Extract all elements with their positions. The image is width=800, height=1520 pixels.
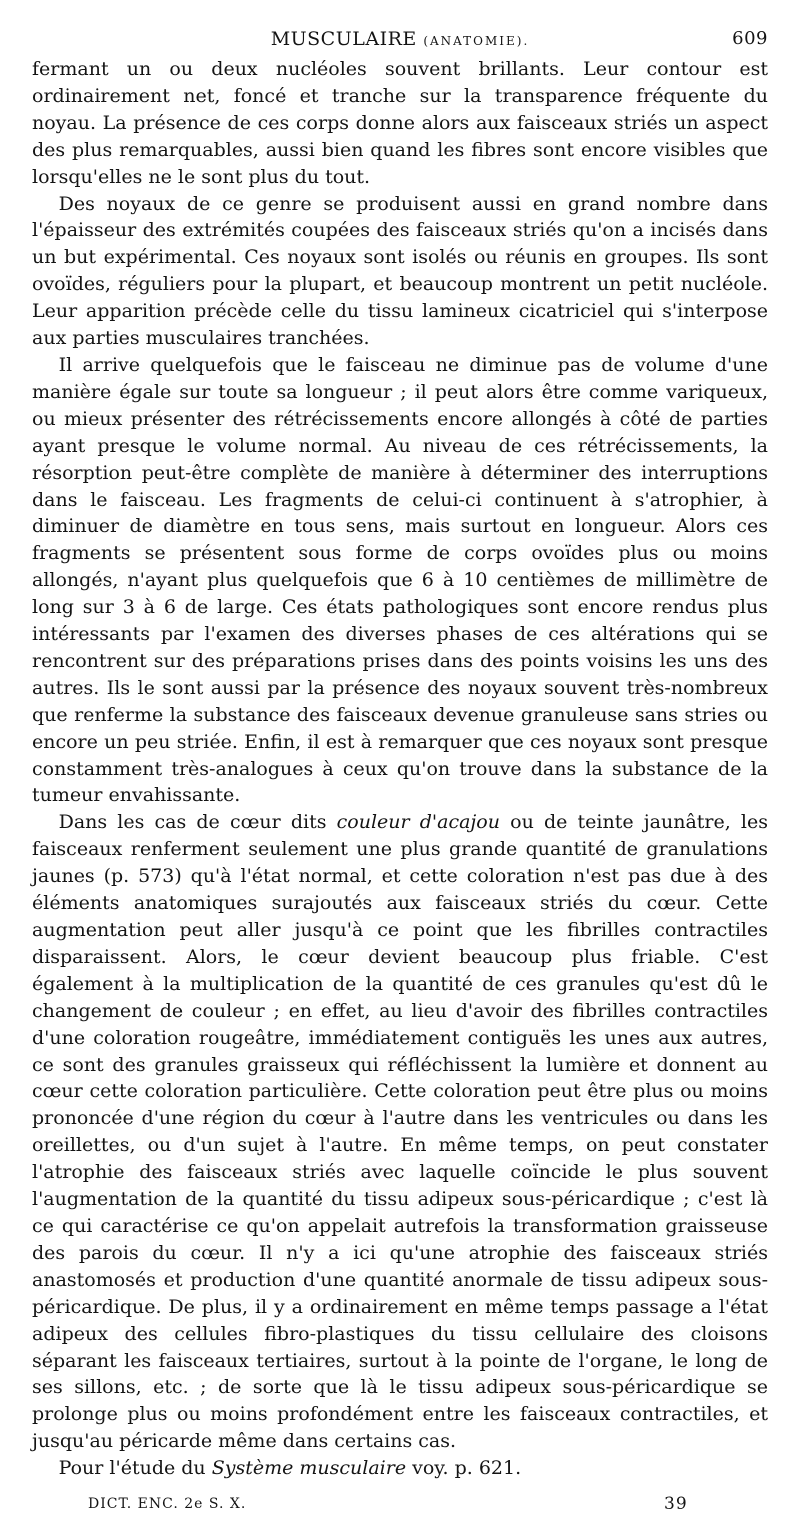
- header-subtitle: (ANATOMIE).: [423, 34, 530, 48]
- italic-term: couleur d'acajou: [336, 811, 500, 834]
- signature-mark: DICT. ENC. 2e S. X.: [88, 1496, 247, 1513]
- paragraph-text: voy. p. 621.: [406, 1457, 522, 1480]
- header-title: [271, 28, 530, 50]
- paragraph-4: [32, 809, 768, 1455]
- paragraph-5: [32, 1455, 768, 1482]
- document-page: [32, 28, 768, 1520]
- page-number: 609: [732, 28, 768, 49]
- italic-term: Système musculaire: [211, 1457, 407, 1480]
- paragraph-3: [32, 352, 768, 809]
- body-text: [32, 56, 768, 1482]
- page-footer: [32, 1496, 768, 1520]
- header-title-text: MUSCULAIRE: [270, 28, 417, 50]
- sheet-number: 39: [664, 1494, 688, 1515]
- paragraph-text: Il arrive quelquefois que le faisceau ne diminue pas de volume d'une manière égale sur toute sa longueur ; il peut alors être comme variqueux, ou mieux présenter des rétrécissements encore allongés à côté de parties ayant presque le volume normal. Au niveau de ces rétrécissements, la résorption peut-être complète de manière à déterminer des interruptions dans le faisceau. Les fragments de celui-ci continuent à s'atrophier, à diminuer de diamètre en tous sens, mais surtout en longueur. Alors ces fragments se présentent sous forme de corps ovoïdes plus ou moins allongés, n'ayant plus quelquefois que 6 à 10 centièmes de millimètre de long sur 3 à 6 de large. Ces états pathologiques sont encore rendus plus intéressants par l'examen des diverses phases de ces altérations qui se rencontrent sur des préparations prises dans des points voisins les uns des autres. Ils le sont aussi par la présence des noyaux souvent très-nombreux que renferme la substance des faisceaux devenue granuleuse sans stries ou encore un peu striée. Enfin, il est à remarquer que ces noyaux sont presque constamment très-analogues à ceux qu'on trouve dans la substance de la tumeur envahissante.: [32, 353, 768, 807]
- paragraph-text: Pour l'étude du: [58, 1457, 212, 1480]
- paragraph-2: [32, 191, 768, 352]
- paragraph-text: Des noyaux de ce genre se produisent aussi en grand nombre dans l'épaisseur des extrémités coupées des faisceaux striés qu'on a incisés dans un but expérimental. Ces noyaux sont isolés ou réunis en groupes. Ils sont ovoïdes, réguliers pour la plupart, et beaucoup montrent un petit nucléole. Leur apparition précède celle du tissu lamineux cicatriciel qui s'interpose aux parties musculaires tranchées.: [32, 192, 768, 350]
- paragraph-1: [32, 56, 768, 191]
- paragraph-text: Dans les cas de cœur dits: [58, 811, 337, 834]
- paragraph-text: fermant un ou deux nucléoles souvent brillants. Leur contour est ordinairement net, foncé et tranche sur la transparence fréquente du noyau. La présence de ces corps donne alors aux faisceaux striés un aspect des plus remarquables, aussi bien quand les fibres sont encore visibles que lorsqu'elles ne le sont plus du tout.: [32, 58, 768, 188]
- paragraph-text: ou de teinte jaunâtre, les faisceaux renferment seulement une plus grande quantité de granulations jaunes (p. 573) qu'à l'état normal, et cette coloration n'est pas due à des éléments anatomiques surajoutés aux faisceaux striés du cœur. Cette augmentation peut aller jusqu'à ce point que les fibrilles contractiles disparaissent. Alors, le cœur devient beaucoup plus friable. C'est également à la multiplication de la quantité de ces granules qu'est dû le changement de couleur ; en effet, au lieu d'avoir des fibrilles contractiles d'une coloration rougeâtre, immédiatement contiguës les unes aux autres, ce sont des granules graisseux qui réfléchissent la lumière et donnent au cœur cette coloration particulière. Cette coloration peut être plus ou moins prononcée d'une région du cœur à l'autre dans les ventricules ou dans les oreillettes, ou d'un sujet à l'autre. En même temps, on peut constater l'atrophie des faisceaux striés avec laquelle coïncide le plus souvent l'augmentation de la quantité du tissu adipeux sous-péricardique ; c'est là ce qui caractérise ce qu'on appelait autrefois la transformation graisseuse des parois du cœur. Il n'y a ici qu'une atrophie des faisceaux striés anastomosés et production d'une quantité anormale de tissu adipeux sous-péricardique. De plus, il y a ordinairement en même temps passage a l'état adipeux des cellules fibro-plastiques du tissu cellulaire des cloisons séparant les faisceaux tertiaires, surtout à la pointe de l'organe, le long de ses sillons, etc. ; de sorte que là le tissu adipeux sous-péricardique se prolonge plus ou moins profondément entre les faisceaux contractiles, et jusqu'au péricarde même dans certains cas.: [32, 811, 768, 1453]
- running-head: [32, 28, 768, 56]
